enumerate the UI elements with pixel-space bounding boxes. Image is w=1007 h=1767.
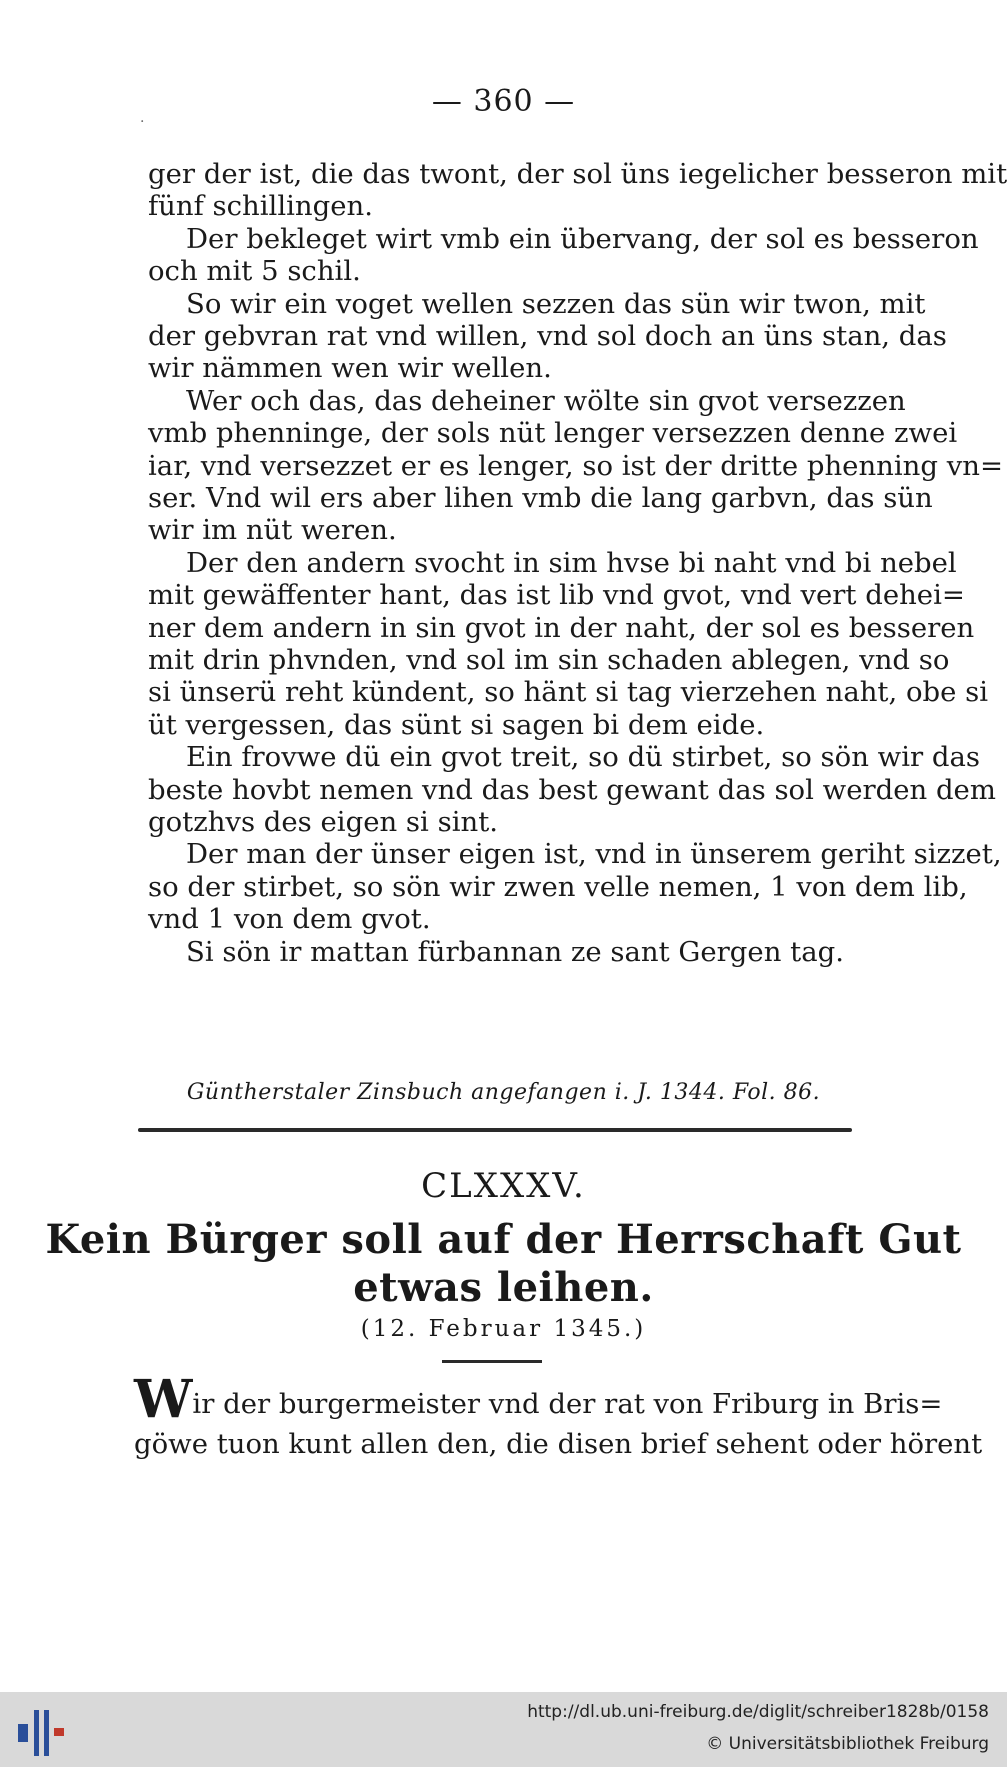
text-line: Ein frovwe dü ein gvot treit, so dü stirbet, so sön wir das [186,741,981,774]
copyright-notice: © Universitätsbibliothek Freiburg [706,1734,989,1754]
section-date: (12. Februar 1345.) [360,1316,647,1342]
text-line: wir nämmen wen wir wellen. [148,352,552,385]
text-line: mit drin phvnden, vnd sol im sin schaden ablegen, vnd so [148,644,950,676]
text-line: vnd 1 von dem gvot. [148,903,431,936]
page-number: — 360 — [431,84,576,119]
text-line: mit gewäffenter hant, das ist lib vnd gvot, vnd vert dehei= [148,579,965,612]
text-line: gotzhvs des eigen si sint. [148,806,498,838]
text-line: Der bekleget wirt vmb ein übervang, der sol es besseron [186,222,979,255]
body-line-text: ir der burgermeister vnd der rat von Friburg in Bris= [192,1388,943,1420]
body-line [134,1369,943,1430]
section-title-line-1: Kein Bürger soll auf der Herrschaft Gut [45,1216,962,1263]
text-line: Wer och das, das deheiner wölte sin gvot versezzen [186,384,906,417]
margin-mark: · [140,114,145,130]
footer-bar [0,1692,1007,1767]
text-line: Der den andern svocht in sim hvse bi naht vnd bi nebel [186,546,957,579]
drop-cap: W [134,1369,193,1430]
text-line: Der man der ünser eigen ist, vnd in ünserem geriht sizzet, [186,838,1002,871]
text-line: der gebvran rat vnd willen, vnd sol doch an üns stan, das [148,320,947,352]
text-line: ser. Vnd wil ers aber lihen vmb die lang garbvn, das sün [148,482,933,514]
text-line: vmb phenninge, der sols nüt lenger versezzen denne zwei [148,417,958,450]
section-divider [138,1128,852,1132]
text-line: So wir ein voget wellen sezzen das sün wir twon, mit [186,287,926,320]
text-line: so der stirbet, so sön wir zwen velle nemen, 1 von dem lib, [148,870,968,903]
text-line: üt vergessen, das sünt si sagen bi dem eide. [148,708,765,741]
text-line: ner dem andern in sin gvot in der naht, der sol es besseren [148,611,975,644]
library-logo-icon [14,1702,66,1758]
text-line: och mit 5 schil. [148,255,361,288]
source-citation: Güntherstaler Zinsbuch angefangen i. J. 1344. Fol. 86. [186,1080,821,1105]
text-line: si ünserü reht kündent, so hänt si tag vierzehen naht, obe si [148,676,989,709]
permalink-url[interactable]: http://dl.ub.uni-freiburg.de/diglit/schreiber1828b/0158 [527,1702,989,1722]
text-line: iar, vnd versezzet er es lenger, so ist der dritte phenning vn= [148,449,1004,482]
text-line: Si sön ir mattan fürbannan ze sant Gergen tag. [186,935,844,968]
text-line: ger der ist, die das twont, der sol üns iegelicher besseron mit [148,158,1007,190]
text-line: fünf schillingen. [148,190,373,223]
section-number: CLXXXV. [421,1166,586,1206]
text-line: wir im nüt weren. [148,514,397,547]
text-line: beste hovbt nemen vnd das best gewant das sol werden dem [148,773,996,806]
body-line: göwe tuon kunt allen den, die disen brief sehent oder hörent [134,1428,983,1460]
section-title-line-2: etwas leihen. [353,1264,654,1311]
date-underline [442,1360,542,1363]
